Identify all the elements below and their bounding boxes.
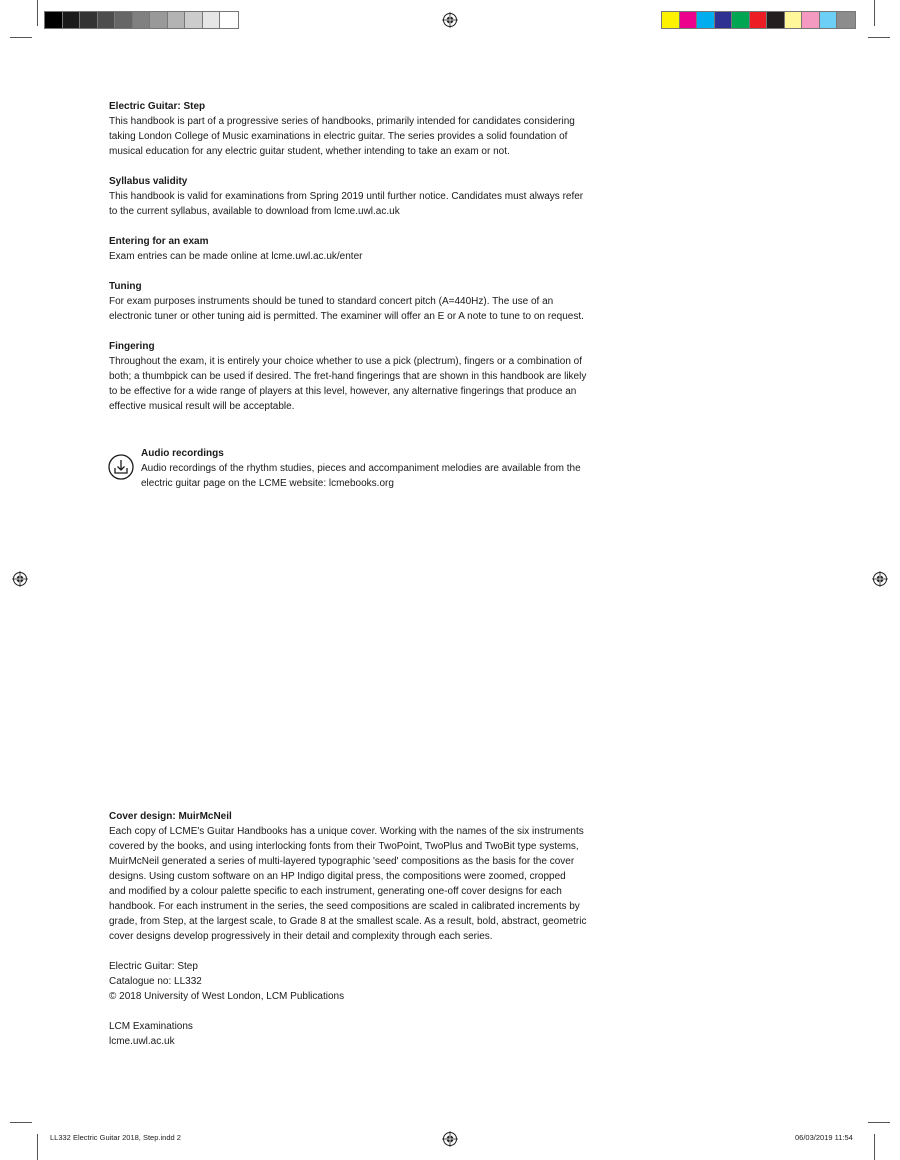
color-swatch <box>150 12 168 28</box>
color-swatch <box>98 12 116 28</box>
grayscale-color-bar <box>44 11 239 29</box>
audio-line: Audio recordings of the rhythm studies, pieces and accompaniment melodies are available from the <box>141 463 581 474</box>
slug-timestamp: 06/03/2019 11:54 <box>795 1133 853 1142</box>
crop-mark <box>868 37 890 38</box>
publisher-url: lcme.uwl.ac.uk <box>109 1036 175 1047</box>
publication-title: Electric Guitar: Step <box>109 961 198 972</box>
copyright-notice: © 2018 University of West London, LCM Publications <box>109 991 345 1002</box>
section-heading: Entering for an exam <box>109 236 209 247</box>
section-line: Throughout the exam, it is entirely your choice whether to use a pick (plectrum), fingers or a combination of <box>109 356 583 367</box>
section-line: electronic tuner or other tuning aid is permitted. The examiner will offer an E or A note to tune to on request. <box>109 311 584 322</box>
registration-mark-icon <box>12 571 28 587</box>
crop-mark <box>874 0 875 26</box>
download-icon <box>108 454 134 480</box>
section-entering-exam <box>109 234 614 264</box>
color-swatch <box>63 12 81 28</box>
catalogue-number: Catalogue no: LL332 <box>109 976 202 987</box>
cover-line: cover designs develop progressively in their detail and complexity through each series. <box>109 931 493 942</box>
slug-filename: LL332 Electric Guitar 2018, Step.indd 2 <box>50 1133 181 1142</box>
publisher-info <box>109 1019 193 1049</box>
crop-mark <box>37 1134 38 1160</box>
publisher-name: LCM Examinations <box>109 1021 193 1032</box>
color-swatch <box>168 12 186 28</box>
section-heading: Syllabus validity <box>109 176 188 187</box>
audio-line: electric guitar page on the LCME website: lcmebooks.org <box>141 478 394 489</box>
color-swatch <box>697 12 715 28</box>
process-color-bar <box>661 11 856 29</box>
color-swatch <box>680 12 698 28</box>
color-swatch <box>203 12 221 28</box>
publication-info <box>109 959 344 1004</box>
section-fingering <box>109 339 614 414</box>
crop-mark <box>874 1134 875 1160</box>
section-line: to the current syllabus, available to download from lcme.uwl.ac.uk <box>109 206 400 217</box>
section-line: to be effective for a wide range of players at this level, however, any alternative fingerings that produce an <box>109 386 577 397</box>
section-line: taking London College of Music examinations in electric guitar. The series provides a solid foundation of <box>109 131 568 142</box>
section-line: both; a thumbpick can be used if desired. The fret-hand fingerings that are shown in this handbook are likely <box>109 371 587 382</box>
registration-mark-icon <box>442 12 458 28</box>
section-line: Exam entries can be made online at lcme.uwl.ac.uk/enter <box>109 251 363 262</box>
cover-line: grade, from Step, at the largest scale, to Grade 8 at the smallest scale. As a result, bold, abstract, geometric <box>109 916 587 927</box>
section-tuning <box>109 279 614 324</box>
section-heading: Electric Guitar: Step <box>109 101 206 112</box>
color-swatch <box>820 12 838 28</box>
color-swatch <box>785 12 803 28</box>
section-heading: Fingering <box>109 341 155 352</box>
cover-line: MuirMcNeil generated a series of multi-layered typographic 'seed' compositions as the basis for the cover <box>109 856 575 867</box>
color-swatch <box>732 12 750 28</box>
cover-design <box>109 809 614 944</box>
color-swatch <box>767 12 785 28</box>
color-swatch <box>802 12 820 28</box>
section-syllabus-validity <box>109 174 614 219</box>
crop-mark <box>10 37 32 38</box>
color-swatch <box>45 12 63 28</box>
cover-line: and modified by a colour palette specific to each instrument, generating one-off cover designs for each <box>109 886 562 897</box>
crop-mark <box>10 1122 32 1123</box>
registration-mark-icon <box>872 571 888 587</box>
section-line: This handbook is part of a progressive series of handbooks, primarily intended for candidates considering <box>109 116 575 127</box>
handbook-info <box>109 99 614 429</box>
section-intro <box>109 99 614 159</box>
section-line: For exam purposes instruments should be tuned to standard concert pitch (A=440Hz). The use of an <box>109 296 554 307</box>
color-swatch <box>185 12 203 28</box>
section-line: This handbook is valid for examinations from Spring 2019 until further notice. Candidates must always refer <box>109 191 584 202</box>
audio-heading: Audio recordings <box>141 448 224 459</box>
color-swatch <box>133 12 151 28</box>
color-swatch <box>750 12 768 28</box>
section-line: musical education for any electric guitar student, whether intending to take an exam or not. <box>109 146 510 157</box>
registration-mark-icon <box>442 1131 458 1147</box>
cover-line: Each copy of LCME's Guitar Handbooks has a unique cover. Working with the names of the six instruments <box>109 826 584 837</box>
color-swatch <box>715 12 733 28</box>
cover-line: covered by the books, and using interlocking fonts from their TwoPoint, TwoPlus and TwoBit type systems, <box>109 841 579 852</box>
cover-line: designs. Using custom software on an HP Indigo digital press, the compositions were zoomed, cropped <box>109 871 566 882</box>
crop-mark <box>868 1122 890 1123</box>
color-swatch <box>837 12 855 28</box>
color-swatch <box>115 12 133 28</box>
color-swatch <box>220 12 238 28</box>
section-heading: Tuning <box>109 281 142 292</box>
cover-heading: Cover design: MuirMcNeil <box>109 811 232 822</box>
color-swatch <box>662 12 680 28</box>
cover-line: handbook. For each instrument in the series, the seed compositions are scaled in calibrated increments by <box>109 901 580 912</box>
section-line: effective musical result will be acceptable. <box>109 401 295 412</box>
color-swatch <box>80 12 98 28</box>
crop-mark <box>37 0 38 26</box>
